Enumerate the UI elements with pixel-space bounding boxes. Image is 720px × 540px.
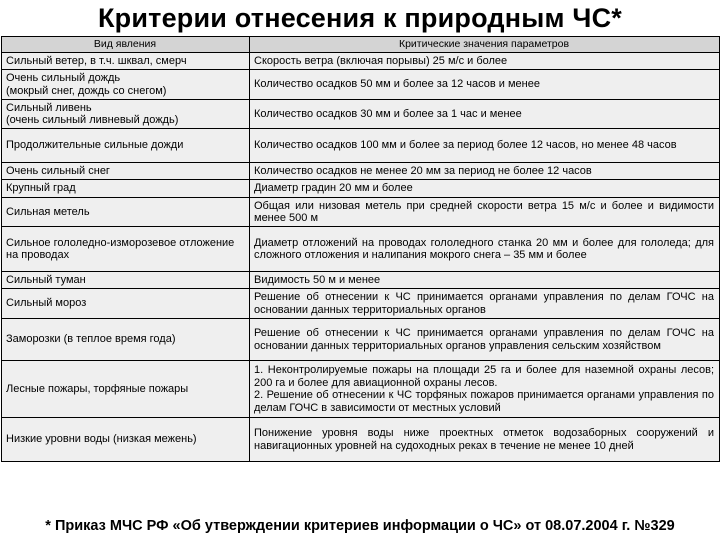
footnote: * Приказ МЧС РФ «Об утверждении критериев информации о ЧС» от 08.07.2004 г. №329 (45, 518, 675, 534)
criteria-table (1, 36, 720, 462)
phenomenon-cell (2, 289, 250, 319)
phenomenon-text: (мокрый снег, дождь со снегом) (6, 84, 167, 97)
table-body (2, 53, 720, 462)
phenomenon-cell (2, 319, 250, 361)
phenomenon-cell (2, 129, 250, 163)
phenomenon-text: Сильное гололедно-изморозевое отложение на проводах (6, 236, 235, 261)
criteria-text: Количество осадков не менее 20 мм за период не более 12 часов (254, 164, 592, 177)
criteria-cell (250, 198, 720, 227)
criteria-text: Количество осадков 100 мм и более за период более 12 часов, но менее 48 часов (254, 139, 677, 152)
criteria-cell (250, 163, 720, 180)
criteria-text: 2. Решение об отнесении к ЧС торфяных пожаров принимается органами управления по делам ГОЧС в зависимости от местных условий (254, 389, 714, 414)
phenomenon-text: Заморозки (в теплое время года) (6, 333, 176, 346)
phenomenon-cell (2, 100, 250, 129)
criteria-text: Количество осадков 50 мм и более за 12 часов и менее (254, 78, 540, 91)
phenomenon-text: Низкие уровни воды (низкая межень) (6, 433, 197, 446)
phenomenon-cell (2, 163, 250, 180)
criteria-cell (250, 272, 720, 289)
table-row (2, 418, 720, 462)
criteria-cell (250, 289, 720, 319)
phenomenon-text: (очень сильный ливневый дождь) (6, 114, 179, 126)
phenomenon-cell (2, 361, 250, 418)
phenomenon-text: Крупный град (6, 182, 76, 195)
table-row (2, 100, 720, 129)
criteria-cell (250, 100, 720, 129)
table-row (2, 272, 720, 289)
phenomenon-text: Сильный туман (6, 273, 86, 286)
table-row (2, 361, 720, 418)
phenomenon-cell (2, 198, 250, 227)
criteria-text: Понижение уровня воды ниже проектных отметок водозаборных сооружений и навигационных уровней на судоходных реках в течение не менее 10 дней (254, 427, 714, 452)
phenomenon-text: Сильный ветер, в т.ч. шквал, смерч (6, 54, 187, 67)
phenomenon-text: Сильный ливень (6, 101, 92, 114)
criteria-text: Решение об отнесении к ЧС принимается органами управления по делам ГОЧС на основании данных территориальных органов управления сельским хозяйством (254, 327, 714, 352)
criteria-cell (250, 319, 720, 361)
column-header-criteria: Критические значения параметров (250, 37, 720, 53)
criteria-cell (250, 418, 720, 462)
table-row (2, 198, 720, 227)
criteria-cell (250, 227, 720, 272)
table-row (2, 289, 720, 319)
criteria-cell (250, 53, 720, 70)
criteria-text: Скорость ветра (включая порывы) 25 м/с и более (254, 54, 508, 67)
phenomenon-text: Продолжительные сильные дожди (6, 139, 184, 152)
phenomenon-cell (2, 70, 250, 100)
table-row (2, 129, 720, 163)
table-header-row (2, 37, 720, 53)
page-title: Критерии отнесения к природным ЧС* (97, 3, 622, 33)
phenomenon-text: Очень сильный дождь (6, 72, 121, 84)
criteria-text: Решение об отнесении к ЧС принимается органами управления по делам ГОЧС на основании данных территориальных органов (254, 291, 714, 316)
phenomenon-text: Лесные пожары, торфяные пожары (6, 382, 189, 395)
table-row (2, 319, 720, 361)
criteria-cell (250, 361, 720, 418)
phenomenon-text: Сильный мороз (6, 297, 87, 310)
criteria-text: 1. Неконтролируемые пожары на площади 25 га и более для наземной охраны лесов; 200 га и более для авиационной охраны лесов. (254, 364, 714, 389)
criteria-text: Диаметр отложений на проводах гололедного станка 20 мм и более для гололеда; для сложного отложения и налипания мокрого снега – 35 мм и более (254, 236, 714, 261)
table-row (2, 70, 720, 100)
table-row (2, 227, 720, 272)
phenomenon-text: Сильная метель (6, 205, 90, 218)
criteria-text: Видимость 50 м и менее (254, 273, 381, 286)
phenomenon-cell (2, 227, 250, 272)
table-row (2, 163, 720, 180)
phenomenon-cell (2, 180, 250, 198)
criteria-cell (250, 180, 720, 198)
table-row (2, 180, 720, 198)
table-row (2, 53, 720, 70)
phenomenon-cell (2, 418, 250, 462)
phenomenon-cell (2, 53, 250, 70)
column-header-phenomenon: Вид явления (2, 37, 250, 53)
criteria-text: Диаметр градин 20 мм и более (254, 182, 413, 195)
criteria-cell (250, 129, 720, 163)
criteria-text: Количество осадков 30 мм и более за 1 час и менее (254, 107, 522, 120)
criteria-cell (250, 70, 720, 100)
phenomenon-text: Очень сильный снег (6, 164, 110, 177)
phenomenon-cell (2, 272, 250, 289)
criteria-text: Общая или низовая метель при средней скорости ветра 15 м/с и более и видимости менее 500 м (254, 199, 714, 224)
